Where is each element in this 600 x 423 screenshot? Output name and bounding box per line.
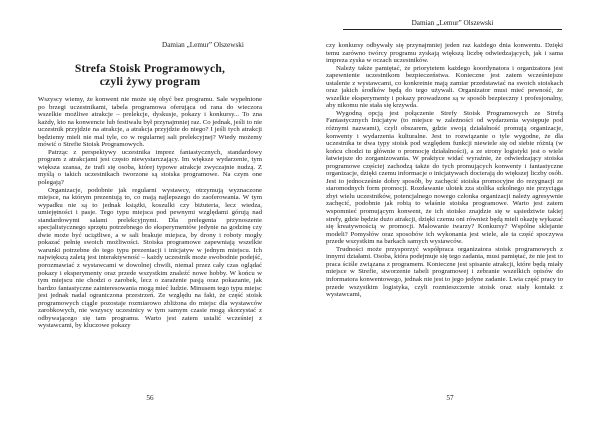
body-text [326, 42, 563, 299]
running-header: Damian „Lemur” Olszewski [162, 41, 244, 49]
body-text [38, 96, 262, 330]
paragraph: Organizacje, podobnie jak regularni wystawcy, otrzymują wyznaczone miejsce, na którym prezentują to, co mają najlepszego do zaoferowania. W tym wypadku nie są to jednak książki, koszulki czy biżuteria, lecz wiedza, umiejętności i pasje. Tego typu miejsca pod pewnymi względami górują nad standardowymi salami prelekcyjnymi. Dla prelegenta przynoszenie specjalistycznego sprzętu potrzebnego do eksperymentów jedynie na godzinę czy dwie może być uciążliwe, a w sali brakuje miejsca, by drony i roboty mogły pokazać pełnię swoich możliwości. Stoiska programowe zapewniają wszelkie warunki potrzebne do tego typu prezentacji i inicjatyw w jednym miejscu. Ich największą zaletą jest interaktywność – każdy uczestnik może swobodnie podejść, porozmawiać z wystawcami w dowolnej chwili, niemal przez cały czas oglądać pokazy i eksperymenty oraz przede wszystkim znaleźć nowe hobby. W końcu w tym miejscu nie chodzi o zarobek, lecz o zarażenie pasją oraz pokazanie, jak bardzo fantastyczne zainteresowania mogą mieć ludzie. Minusem tego typu miejsc jest jednak nadal ograniczona przestrzeń. Ze względu na fakt, że część stoisk programowych ciągle pozostaje rozmiarowo zbliżona do miejsc dla wystawców zarobkowych, nie wszyscy uczestnicy w tym samym czasie mogą skorzystać z odbywającego się tam programu. Warto jest zatem ustalić wcześniej z wystawcami, by kluczowe pokazy [38, 186, 262, 330]
paragraph: czy konkursy odbywały się przynajmniej jeden raz każdego dnia konwentu. Dzięki temu zarówno twórcy programu zyskają większą liczbę odwiedzających, jak i sama impreza zyska w oczach uczestników. [326, 42, 563, 65]
paragraph: Wygodną opcją jest połączenie Strefy Stoisk Programowych ze Strefą Fantastycznych Inicjatyw (to miejsce w zależności od wydarzenia występuje pod różnymi nazwami), czyli obszarem, gdzie swoją działalność promują organizacje, konwenty i wydarzenia kulturalne. Jest to rozwiązanie o tyle wygodne, że dla uczestnika te dwa typy stoisk pod względem funkcji niewiele się od siebie różnią (w końcu chodzi tu głównie o promocję działalności), a ze strony logistyki jest o wiele łatwiejsze do zorganizowania. W praktyce widać wyraźnie, że odwiedzający stoiska programowe częściej zachodzą także do tych promujących konwenty i fantastyczne organizacje, dzięki czemu informacje o inicjatywach docierają do większej liczby osób. Jest to jednocześnie dobry sposób, by zachęcić stoiska promocyjne do rezygnacji ze staromodnych form promocji. Rozdawanie ulotek zza stolika szkolnego nie przyciąga zbyt wielu uczestników, potencjalnego nowego członka organizacji należy agresywnie zachęcić, podobnie jak robią to właśnie stoiska programowe. Warto jest zatem wspomnieć promującym konwent, że ich stoisko znajdzie się w sąsiedztwie takiej strefy, gdzie będzie dużo atrakcji, dzięki czemu oni również będą mieli okazję wykazać się kreatywnością w promocji. Malowanie twarzy? Konkursy? Wspólne sklejanie modeli? Pomysłów oraz sposobów ich wykonania jest wiele, ale ta część spoczywa przede wszystkim na barkach samych wystawców. [326, 109, 563, 246]
chapter-title [38, 62, 262, 88]
chapter-title-line-2: czyli żywy program [99, 75, 201, 88]
right-page [300, 0, 600, 423]
running-header: Damian „Lemur” Olszewski [343, 19, 562, 30]
paragraph: Wszyscy wiemy, że konwent nie może się obyć bez programu. Sale wypełnione po brzegi uczestnikami, tabela programowa oferująca od rana do wieczora wszelkie możliwe atrakcje – prelekcje, dyskusje, pokazy i konkursy... To zna każdy, kto na konwencie lub festiwalu był przynajmniej raz. Co jednak, jeśli to nie uczestnik przyjdzie na atrakcje, a atrakcja przyjdzie do niego? I jeśli tych atrakcji będziemy mieli nie mal tyle, co w regularnej sali prelekcyjnej? Wtedy możemy mówić o Strefie Stoisk Programowych. [38, 96, 262, 149]
paragraph: Patrząc z perspektywy uczestnika imprez fantastycznych, standardowy program z atrakcjami jest często niewystarczający. Im większe wydarzenie, tym większa szansa, że trafi się osoba, której typowe atrakcje zwyczajnie nudzą. Z myślą o takich uczestnikach tworzone są stoiska programowe. Na czym one polegają? [38, 148, 262, 187]
page-number: 56 [146, 394, 154, 402]
paragraph: Należy także pamiętać, że priorytetem każdego koordynatora i organizatora jest zapewnienie uczestnikom bezpieczeństwa. Konieczne jest zatem wcześniejsze ustalenie z wystawcami, co konkretnie mają zamiar przedstawiać na swoich stoiskach oraz jakich środków będą do tego używali. Organizator musi mieć pewność, że wszelkie eksperymenty i pokazy prowadzone są w sposób bezpieczny i profesjonalny, aby nikomu nie stała się krzywda. [326, 64, 563, 110]
page-number: 57 [446, 394, 454, 402]
paragraph: Trudności może przysporzyć współpraca organizatora stoisk programowych z innymi działami. Osoba, która podejmuje się tego zadania, musi pamiętać, że nie jest to praca ściśle związana z programem. Konieczne jest spisanie atrakcji, które będą miały miejsce w Strefie, stworzenie tabeli programowej i zebranie wszelkich opisów do informatora konwentowego, jednak nie jest to jego jedyne zadanie. Lwia część pracy to przede wszystkim logistyka, czyli rozmieszczenie stoisk oraz stały kontakt z wystawcami, [326, 245, 563, 299]
chapter-title-line-1: Strefa Stoisk Programowych, [74, 62, 226, 75]
